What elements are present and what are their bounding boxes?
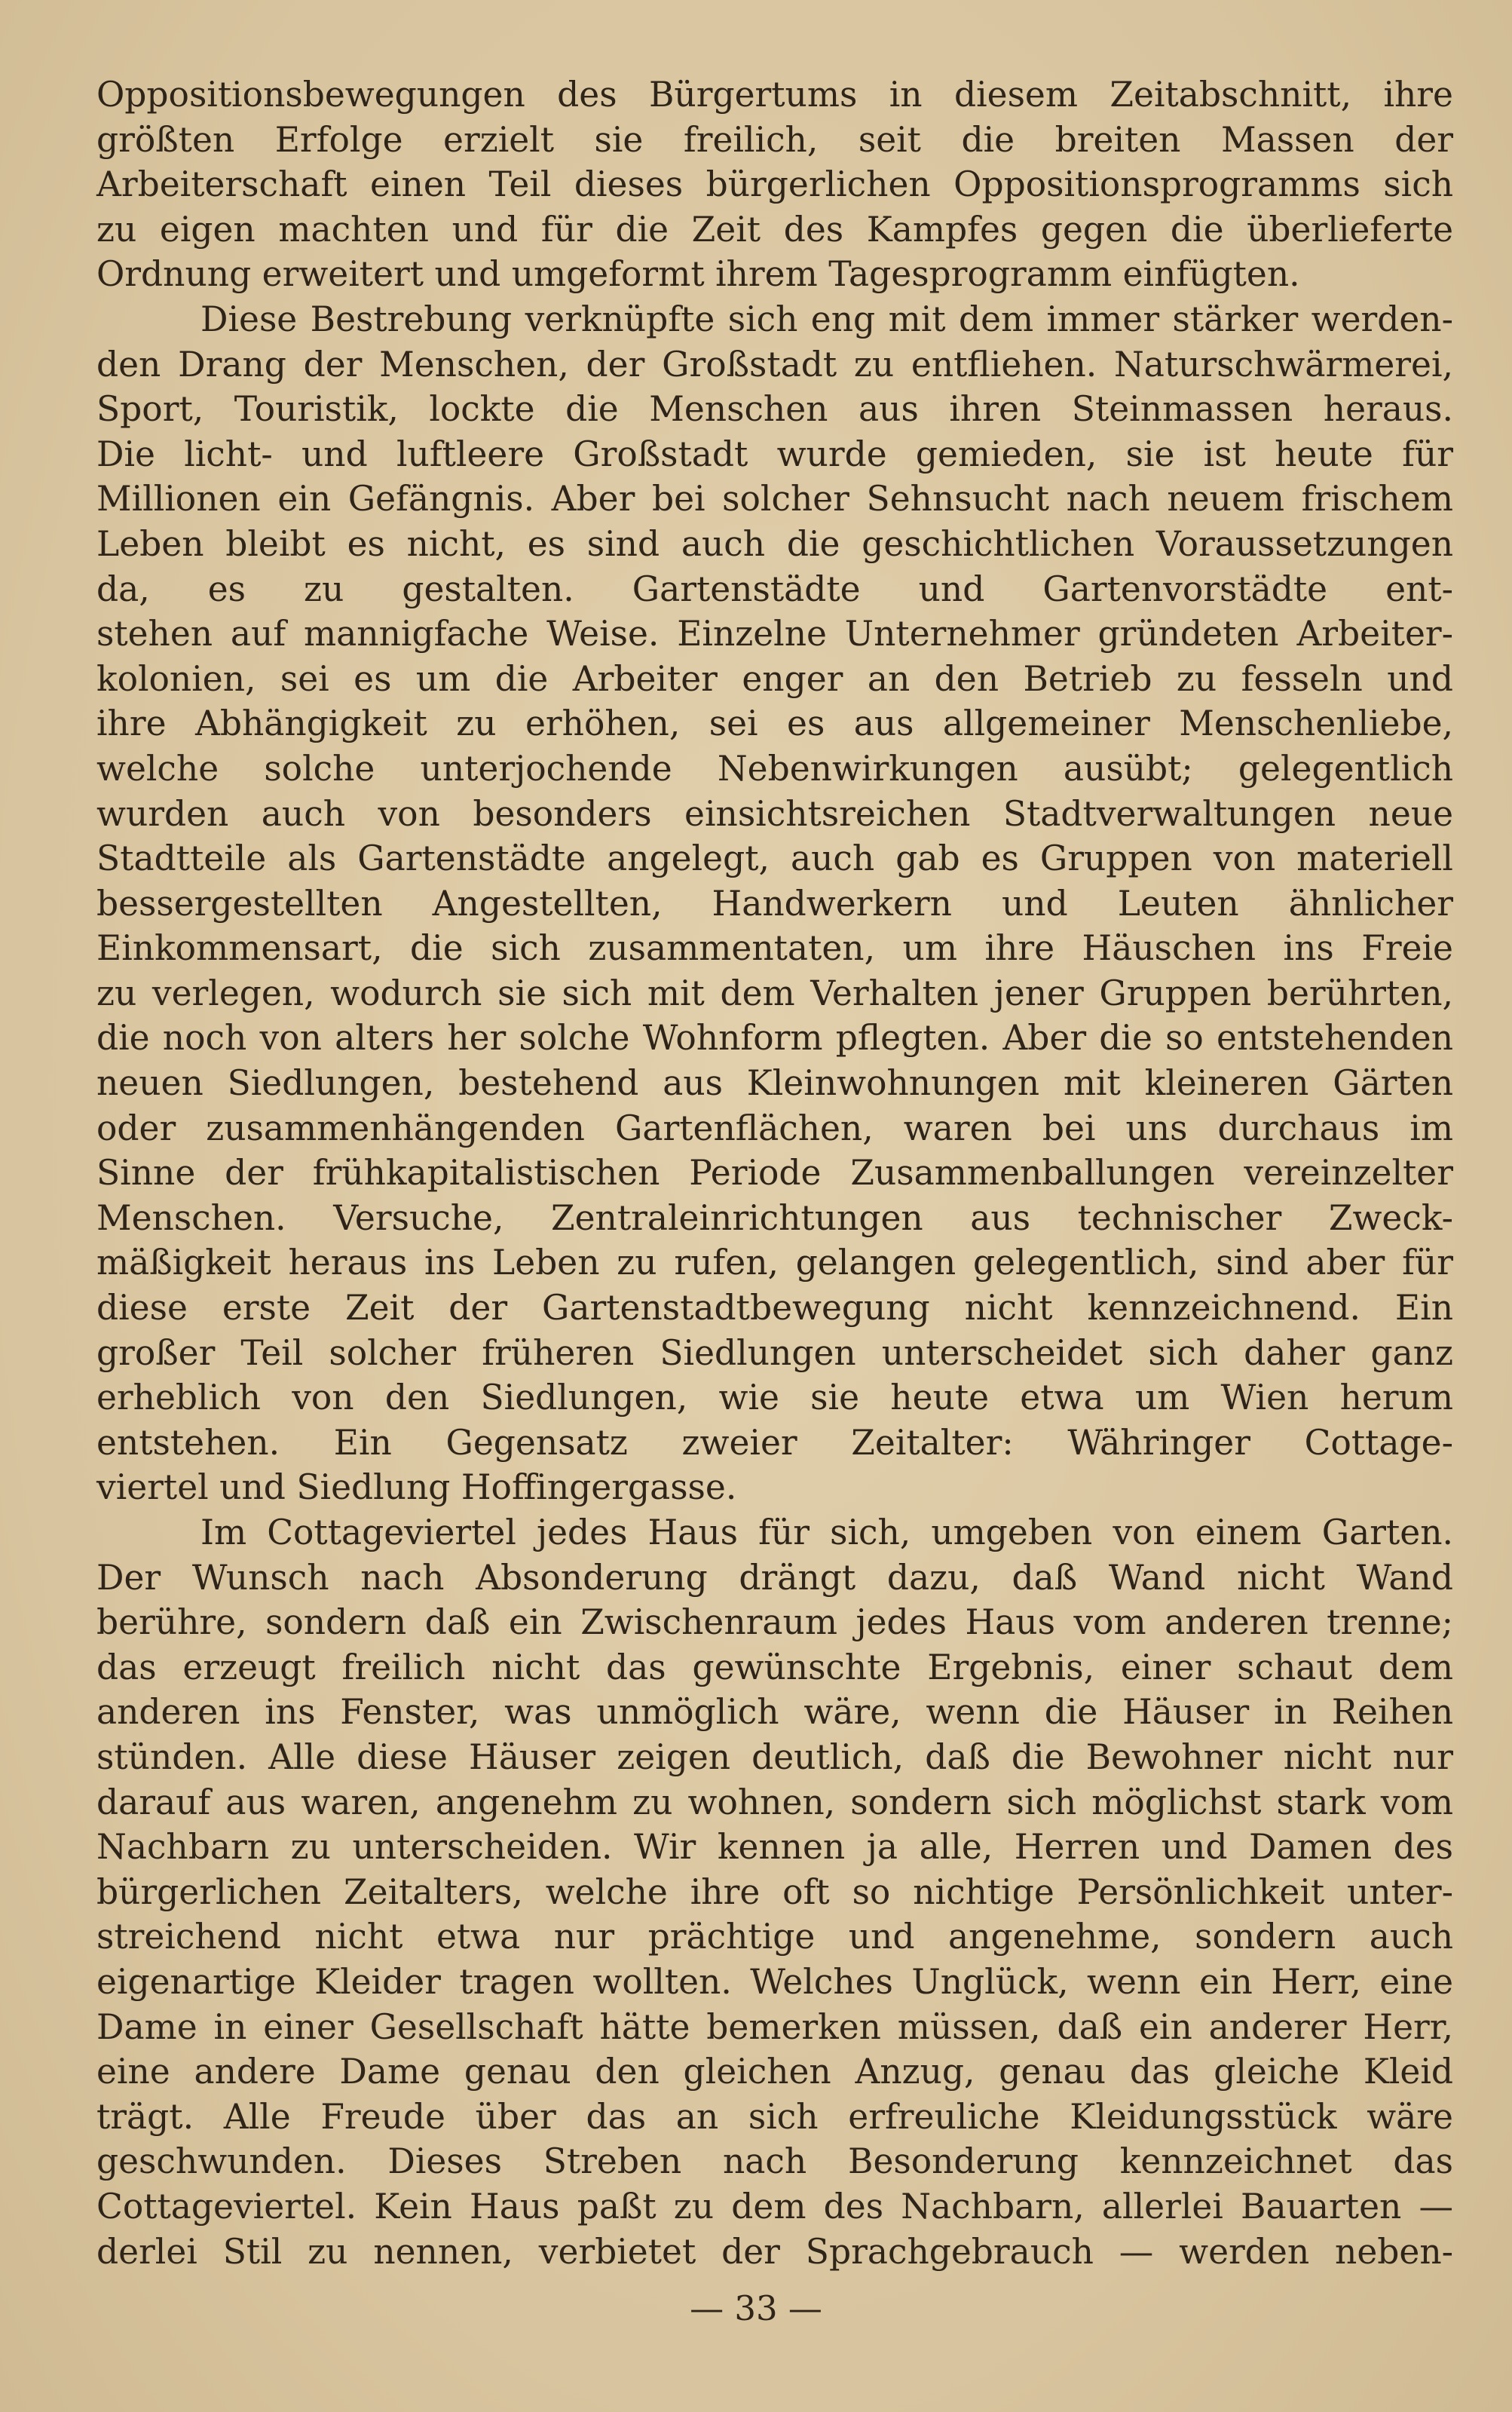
text-line: ihre Abhängigkeit zu erhöhen, sei es aus allgemeiner Menschenliebe, bbox=[96, 703, 1453, 744]
text-line: Einkommensart, die sich zusammentaten, um ihre Häuschen ins Freie bbox=[96, 928, 1453, 969]
text-line: da, es zu gestalten. Gartenstädte und Gartenvorstädte ent- bbox=[96, 569, 1453, 609]
text-line: trägt. Alle Freude über das an sich erfreuliche Kleidungsstück wäre bbox=[96, 2096, 1453, 2137]
text-line: großer Teil solcher früheren Siedlungen unterscheidet sich daher ganz bbox=[96, 1332, 1453, 1373]
text-line: derlei Stil zu nennen, verbietet der Sprachgebrauch — werden neben- bbox=[96, 2231, 1453, 2272]
text-line: Sport, Touristik, lockte die Menschen aus ihren Steinmassen heraus. bbox=[96, 389, 1453, 430]
text-line: Diese Bestrebung verknüpfte sich eng mit dem immer stärker werden- bbox=[200, 299, 1453, 339]
text-line: Der Wunsch nach Absonderung drängt dazu, daß Wand nicht Wand bbox=[96, 1557, 1453, 1598]
text-line: das erzeugt freilich nicht das gewünschte Ergebnis, einer schaut dem bbox=[96, 1647, 1453, 1687]
text-line: Menschen. Versuche, Zentraleinrichtungen aus technischer Zweck- bbox=[96, 1197, 1453, 1238]
text-line: stünden. Alle diese Häuser zeigen deutlich, daß die Bewohner nicht nur bbox=[96, 1736, 1453, 1777]
text-line: Oppositionsbewegungen des Bürgertums in diesem Zeitabschnitt, ihre bbox=[96, 75, 1453, 115]
text-line: Arbeiterschaft einen Teil dieses bürgerlichen Oppositionsprogramms sich bbox=[96, 164, 1453, 205]
text-line: zu verlegen, wodurch sie sich mit dem Verhalten jener Gruppen berührten, bbox=[96, 973, 1453, 1013]
text-line: eigenartige Kleider tragen wollten. Welches Unglück, wenn ein Herr, eine bbox=[96, 1961, 1453, 2002]
text-line: stehen auf mannigfache Weise. Einzelne Unternehmer gründeten Arbeiter- bbox=[96, 614, 1453, 654]
paragraph-2 bbox=[96, 297, 1453, 1510]
text-line: größten Erfolge erzielt sie freilich, seit die breiten Massen der bbox=[96, 119, 1453, 160]
text-line: kolonien, sei es um die Arbeiter enger an den Betrieb zu fesseln und bbox=[96, 658, 1453, 699]
text-line: berühre, sondern daß ein Zwischenraum jedes Haus vom anderen trenne; bbox=[96, 1602, 1453, 1643]
text-line: die noch von alters her solche Wohnform pflegten. Aber die so entstehenden bbox=[96, 1018, 1453, 1059]
text-line: Die licht- und luftleere Großstadt wurde gemieden, sie ist heute für bbox=[96, 434, 1453, 474]
text-line: wurden auch von besonders einsichtsreichen Stadtverwaltungen neue bbox=[96, 793, 1453, 834]
text-line: Sinne der frühkapitalistischen Periode Zusammenballungen vereinzelter bbox=[96, 1153, 1453, 1194]
text-line: streichend nicht etwa nur prächtige und angenehme, sondern auch bbox=[96, 1917, 1453, 1957]
text-line: Leben bleibt es nicht, es sind auch die geschichtlichen Voraussetzungen bbox=[96, 523, 1453, 564]
text-line: zu eigen machten und für die Zeit des Kampfes gegen die überlieferte bbox=[96, 209, 1453, 250]
text-line: geschwunden. Dieses Streben nach Besonderung kennzeichnet das bbox=[96, 2141, 1453, 2182]
text-line: mäßigkeit heraus ins Leben zu rufen, gelangen gelegentlich, sind aber für bbox=[96, 1243, 1453, 1283]
text-line: erheblich von den Siedlungen, wie sie heute etwa um Wien herum bbox=[96, 1378, 1453, 1418]
text-line: bürgerlichen Zeitalters, welche ihre oft so nichtige Persönlichkeit unter- bbox=[96, 1871, 1453, 1912]
page-number: — 33 — bbox=[690, 2288, 822, 2328]
text-line: welche solche unterjochende Nebenwirkungen ausübt; gelegentlich bbox=[96, 748, 1453, 789]
text-line: Im Cottageviertel jedes Haus für sich, umgeben von einem Garten. bbox=[200, 1512, 1453, 1552]
page-text bbox=[96, 72, 1453, 2274]
text-line: bessergestellten Angestellten, Handwerkern und Leuten ähnlicher bbox=[96, 883, 1453, 924]
text-line: viertel und Siedlung Hoffingergasse. bbox=[96, 1467, 737, 1508]
text-line: darauf aus waren, angenehm zu wohnen, sondern sich möglichst stark vom bbox=[96, 1782, 1453, 1822]
text-line: anderen ins Fenster, was unmöglich wäre, wenn die Häuser in Reihen bbox=[96, 1692, 1453, 1733]
text-line: entstehen. Ein Gegensatz zweier Zeitalter: Währinger Cottage- bbox=[96, 1422, 1453, 1463]
text-line: den Drang der Menschen, der Großstadt zu entfliehen. Naturschwärmerei, bbox=[96, 344, 1453, 385]
text-line: Dame in einer Gesellschaft hätte bemerken müssen, daß ein anderer Herr, bbox=[96, 2006, 1453, 2047]
paragraph-3 bbox=[96, 1510, 1453, 2274]
text-line: Cottageviertel. Kein Haus paßt zu dem des Nachbarn, allerlei Bauarten — bbox=[96, 2186, 1453, 2227]
text-line: Stadtteile als Gartenstädte angelegt, auch gab es Gruppen von materiell bbox=[96, 838, 1453, 879]
text-line: oder zusammenhängenden Gartenflächen, waren bei uns durchaus im bbox=[96, 1108, 1453, 1148]
text-line: neuen Siedlungen, bestehend aus Kleinwohnungen mit kleineren Gärten bbox=[96, 1063, 1453, 1104]
paragraph-1 bbox=[96, 72, 1453, 297]
text-line: diese erste Zeit der Gartenstadtbewegung nicht kennzeichnend. Ein bbox=[96, 1288, 1453, 1329]
text-line: Nachbarn zu unterscheiden. Wir kennen ja alle, Herren und Damen des bbox=[96, 1827, 1453, 1868]
text-line: eine andere Dame genau den gleichen Anzug, genau das gleiche Kleid bbox=[96, 2052, 1453, 2092]
text-line: Millionen ein Gefängnis. Aber bei solcher Sehnsucht nach neuem frischem bbox=[96, 479, 1453, 519]
text-line: Ordnung erweitert und umgeformt ihrem Tagesprogramm einfügten. bbox=[96, 254, 1300, 295]
